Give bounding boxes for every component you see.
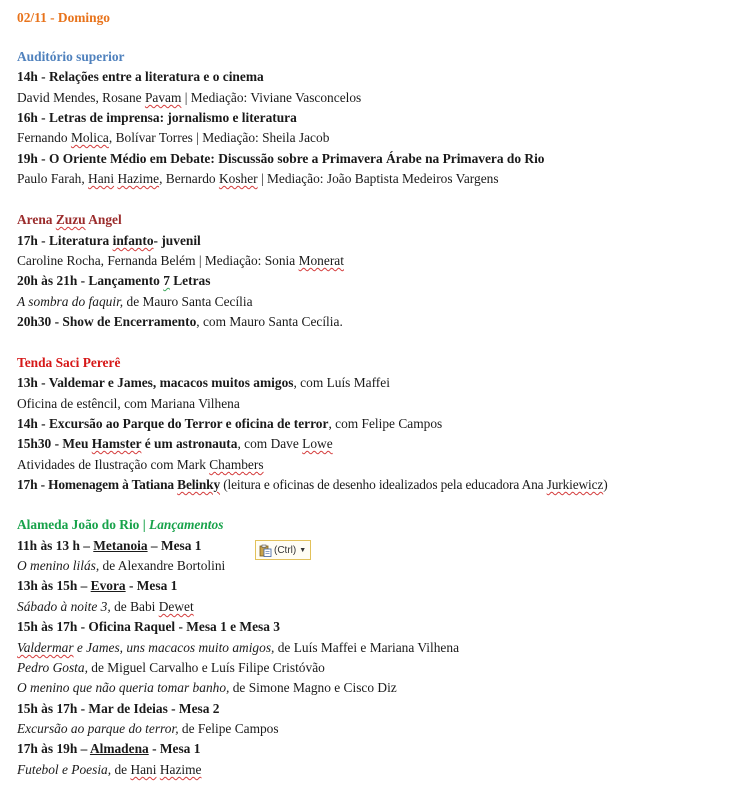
text-run: - Mesa 1 bbox=[125, 578, 178, 593]
book-title: O menino que não queria tomar banho, bbox=[17, 680, 230, 695]
text-run: | Mediação: Viviane Vasconcelos bbox=[181, 90, 362, 105]
event-time: 19h - bbox=[17, 151, 49, 166]
event-line bbox=[17, 67, 264, 87]
event-line bbox=[17, 149, 544, 169]
misspelled-word: Hazime bbox=[159, 762, 202, 777]
book-line bbox=[17, 760, 201, 780]
section-title-tenda: Tenda Saci Pererê bbox=[17, 355, 121, 370]
text-run: de Felipe Campos bbox=[178, 721, 279, 736]
misspelled-word: Monerat bbox=[298, 253, 344, 268]
misspelled-word: infanto bbox=[112, 233, 154, 248]
text-run: , Bernardo bbox=[159, 171, 219, 186]
event-title: Relações entre a literatura e o cinema bbox=[49, 69, 264, 84]
event-time: 16h - bbox=[17, 110, 49, 125]
text-run: - Mesa 1 bbox=[148, 741, 201, 756]
book-line bbox=[17, 719, 279, 739]
text-run: Angel bbox=[85, 212, 122, 227]
text-run: Arena bbox=[17, 212, 56, 227]
book-title: Sábado à noite 3, bbox=[17, 599, 111, 614]
text-run: , Bolívar Torres | Mediação: Sheila Jacob bbox=[108, 130, 330, 145]
participants-line bbox=[17, 169, 499, 189]
publisher-name: Evora bbox=[90, 578, 126, 593]
section-title-arena bbox=[17, 210, 122, 230]
misspelled-word: Valdermar bbox=[17, 640, 74, 655]
text-run: 11h às 13 h – bbox=[17, 538, 94, 553]
event-line bbox=[17, 739, 200, 759]
participants-line bbox=[17, 128, 329, 148]
text-run: 17h às 19h – bbox=[17, 741, 90, 756]
event-line bbox=[17, 475, 608, 495]
event-title: Letras de imprensa: jornalismo e literatura bbox=[49, 110, 297, 125]
event-line bbox=[17, 373, 390, 393]
publisher-name: Metanoia bbox=[93, 538, 148, 553]
book-line bbox=[17, 678, 397, 698]
book-title: Pedro Gosta, bbox=[17, 660, 88, 675]
event-line bbox=[17, 271, 210, 291]
event-line: 15h às 17h - Mar de Ideias - Mesa 2 bbox=[17, 701, 220, 716]
text-run: Caroline Rocha, Fernanda Belém | Mediação: Sonia bbox=[17, 253, 299, 268]
text-run: de Simone Magno e Cisco Diz bbox=[229, 680, 397, 695]
text-run: ) bbox=[603, 477, 608, 492]
event-title: 15h30 - Meu bbox=[17, 436, 92, 451]
misspelled-word: Hani bbox=[130, 762, 157, 777]
paste-options-label: (Ctrl) bbox=[274, 544, 297, 556]
text-run: , com Mauro Santa Cecília. bbox=[196, 314, 343, 329]
participants-line bbox=[17, 88, 361, 108]
misspelled-word: Lowe bbox=[302, 436, 333, 451]
event-title: 14h - Excursão ao Parque do Terror e oficina de terror bbox=[17, 416, 329, 431]
text-run: de Babi bbox=[110, 599, 159, 614]
misspelled-word: Belinky bbox=[177, 477, 221, 492]
misspelled-word: Hamster bbox=[91, 436, 142, 451]
book-line bbox=[17, 292, 253, 312]
text-run: Fernando bbox=[17, 130, 71, 145]
text-run: - juvenil bbox=[153, 233, 201, 248]
activity-line bbox=[17, 455, 264, 475]
misspelled-word: Hazime bbox=[117, 171, 160, 186]
text-run: 17h - Literatura bbox=[17, 233, 113, 248]
text-run: de Alexandre Bortolini bbox=[99, 558, 226, 573]
grammar-flagged-word: 7 bbox=[163, 273, 170, 288]
text-run: de Mauro Santa Cecília bbox=[123, 294, 253, 309]
text-run: de bbox=[111, 762, 131, 777]
text-run: Letras bbox=[169, 273, 211, 288]
book-line bbox=[17, 638, 459, 658]
text-run: , com Felipe Campos bbox=[328, 416, 443, 431]
text-run: de Luís Maffei e Mariana Vilhena bbox=[274, 640, 460, 655]
chevron-down-icon: ▼ bbox=[299, 546, 307, 554]
misspelled-word: Dewet bbox=[158, 599, 194, 614]
paste-options-button[interactable] bbox=[255, 540, 311, 560]
activity-line: Oficina de estêncil, com Mariana Vilhena bbox=[17, 396, 240, 411]
misspelled-word: Hani bbox=[88, 171, 115, 186]
event-line bbox=[17, 231, 201, 251]
text-run: David Mendes, Rosane bbox=[17, 90, 145, 105]
book-line bbox=[17, 597, 194, 617]
book-title: A sombra do faquir, bbox=[17, 294, 124, 309]
book-title: Excursão ao parque do terror, bbox=[17, 721, 179, 736]
event-time: 14h - bbox=[17, 69, 49, 84]
book-title: e James, uns macacos muito amigos, bbox=[73, 640, 275, 655]
text-run: , com Dave bbox=[237, 436, 303, 451]
text-run: | Mediação: João Baptista Medeiros Vargens bbox=[257, 171, 499, 186]
event-line bbox=[17, 536, 202, 556]
event-line bbox=[17, 414, 442, 434]
event-title: 20h30 - Show de Encerramento bbox=[17, 314, 197, 329]
event-title: 17h - Homenagem à Tatiana bbox=[17, 477, 178, 492]
text-run: 13h às 15h – bbox=[17, 578, 91, 593]
misspelled-word: Zuzu bbox=[55, 212, 86, 227]
event-title: é um astronauta bbox=[141, 436, 238, 451]
text-run: Paulo Farah, bbox=[17, 171, 89, 186]
misspelled-word: Chambers bbox=[209, 457, 264, 472]
text-run: de Miguel Carvalho e Luís Filipe Cristóvão bbox=[87, 660, 325, 675]
event-line bbox=[17, 434, 333, 454]
misspelled-word: Kosher bbox=[218, 171, 258, 186]
section-title-alameda bbox=[17, 515, 223, 535]
event-title: 13h - Valdemar e James, macacos muitos amigos bbox=[17, 375, 294, 390]
text-run: (leitura e oficinas de desenho idealizados pela educadora Ana bbox=[220, 477, 547, 492]
text-run: Alameda João do Rio | bbox=[17, 517, 150, 532]
text-run: – Mesa 1 bbox=[147, 538, 202, 553]
date-heading: 02/11 - Domingo bbox=[17, 10, 110, 25]
text-run: , com Luís Maffei bbox=[293, 375, 390, 390]
event-line: 15h às 17h - Oficina Raquel - Mesa 1 e Mesa 3 bbox=[17, 619, 280, 634]
event-line bbox=[17, 108, 297, 128]
book-line bbox=[17, 556, 225, 576]
book-line bbox=[17, 658, 325, 678]
participants-line bbox=[17, 251, 344, 271]
misspelled-word: Molica bbox=[70, 130, 109, 145]
publisher-name: Almadena bbox=[89, 741, 149, 756]
clipboard-icon bbox=[259, 544, 272, 557]
section-title-auditorio: Auditório superior bbox=[17, 49, 125, 64]
misspelled-word: Pavam bbox=[144, 90, 182, 105]
event-title: O Oriente Médio em Debate: Discussão sobre a Primavera Árabe na Primavera do Rio bbox=[49, 151, 545, 166]
event-line bbox=[17, 312, 343, 332]
text-run: Atividades de Ilustração com Mark bbox=[17, 457, 210, 472]
text-run: Lançamentos bbox=[149, 517, 224, 532]
event-line bbox=[17, 576, 177, 596]
book-title: O menino lilás, bbox=[17, 558, 100, 573]
misspelled-word: Jurkiewicz bbox=[546, 477, 604, 492]
book-title: Futebol e Poesia, bbox=[17, 762, 112, 777]
text-run: 20h às 21h - Lançamento bbox=[17, 273, 164, 288]
